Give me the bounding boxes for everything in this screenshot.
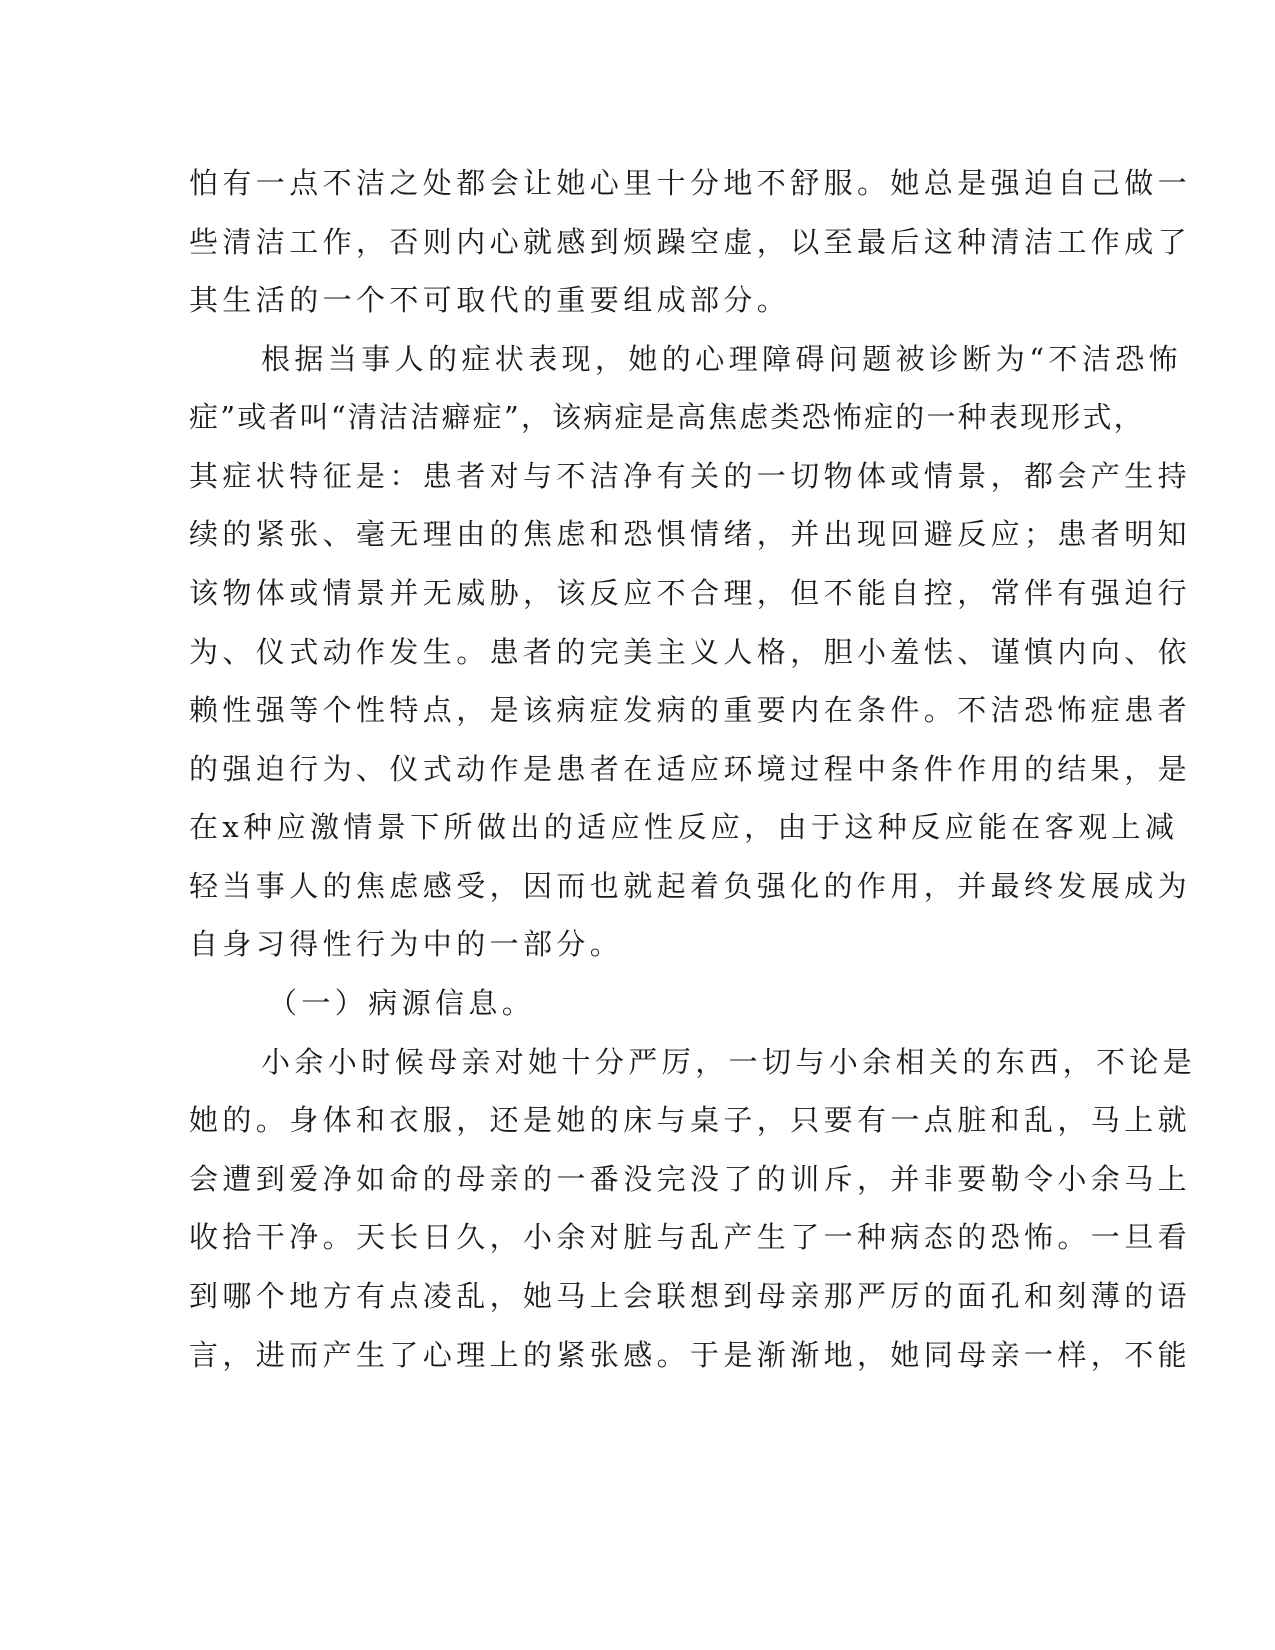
text-line: 轻当事人的焦虑感受，因而也就起着负强化的作用，并最终发展成为 [189,869,1192,903]
text-line: 症”或者叫“清洁洁癖症”，该病症是高焦虑类恐怖症的一种表现形式， [189,400,1145,434]
text-line: 的强迫行为、仪式动作是患者在适应环境过程中条件作用的结果，是 [189,752,1192,786]
text-line: 她的。身体和衣服，还是她的床与桌子，只要有一点脏和乱，马上就 [189,1103,1192,1137]
text-line: 到哪个地方有点凌乱，她马上会联想到母亲那严厉的面孔和刻薄的语 [189,1279,1192,1313]
paragraph-first-line: 根据当事人的症状表现，她的心理障碍问题被诊断为“不洁恐怖 [261,342,1183,376]
text-line: 续的紧张、毫无理由的焦虑和恐惧情绪，并出现回避反应；患者明知 [189,517,1192,551]
text-line: 言，进而产生了心理上的紧张感。于是渐渐地，她同母亲一样，不能 [189,1338,1192,1372]
text-line: 其症状特征是：患者对与不洁净有关的一切物体或情景，都会产生持 [189,459,1192,493]
text-line: 其生活的一个不可取代的重要组成部分。 [189,283,791,317]
paragraph-first-line: 小余小时候母亲对她十分严厉，一切与小余相关的东西，不论是 [261,1045,1197,1079]
text-line: 怕有一点不洁之处都会让她心里十分地不舒服。她总是强迫自己做一 [189,166,1192,200]
text-line: 会遭到爱净如命的母亲的一番没完没了的训斥，并非要勒令小余马上 [189,1162,1192,1196]
text-line: 自身习得性行为中的一部分。 [189,927,624,961]
section-heading: （一）病源信息。 [268,986,536,1020]
text-line: 在x种应激情景下所做出的适应性反应，由于这种反应能在客观上减 [189,810,1179,844]
text-line: 收拾干净。天长日久，小余对脏与乱产生了一种病态的恐怖。一旦看 [189,1220,1192,1254]
text-line: 该物体或情景并无威胁，该反应不合理，但不能自控，常伴有强迫行 [189,576,1192,610]
text-line: 赖性强等个性特点，是该病症发病的重要内在条件。不洁恐怖症患者 [189,693,1192,727]
text-line: 为、仪式动作发生。患者的完美主义人格，胆小羞怯、谨慎内向、依 [189,635,1192,669]
text-line: 些清洁工作，否则内心就感到烦躁空虚，以至最后这种清洁工作成了 [189,225,1192,259]
